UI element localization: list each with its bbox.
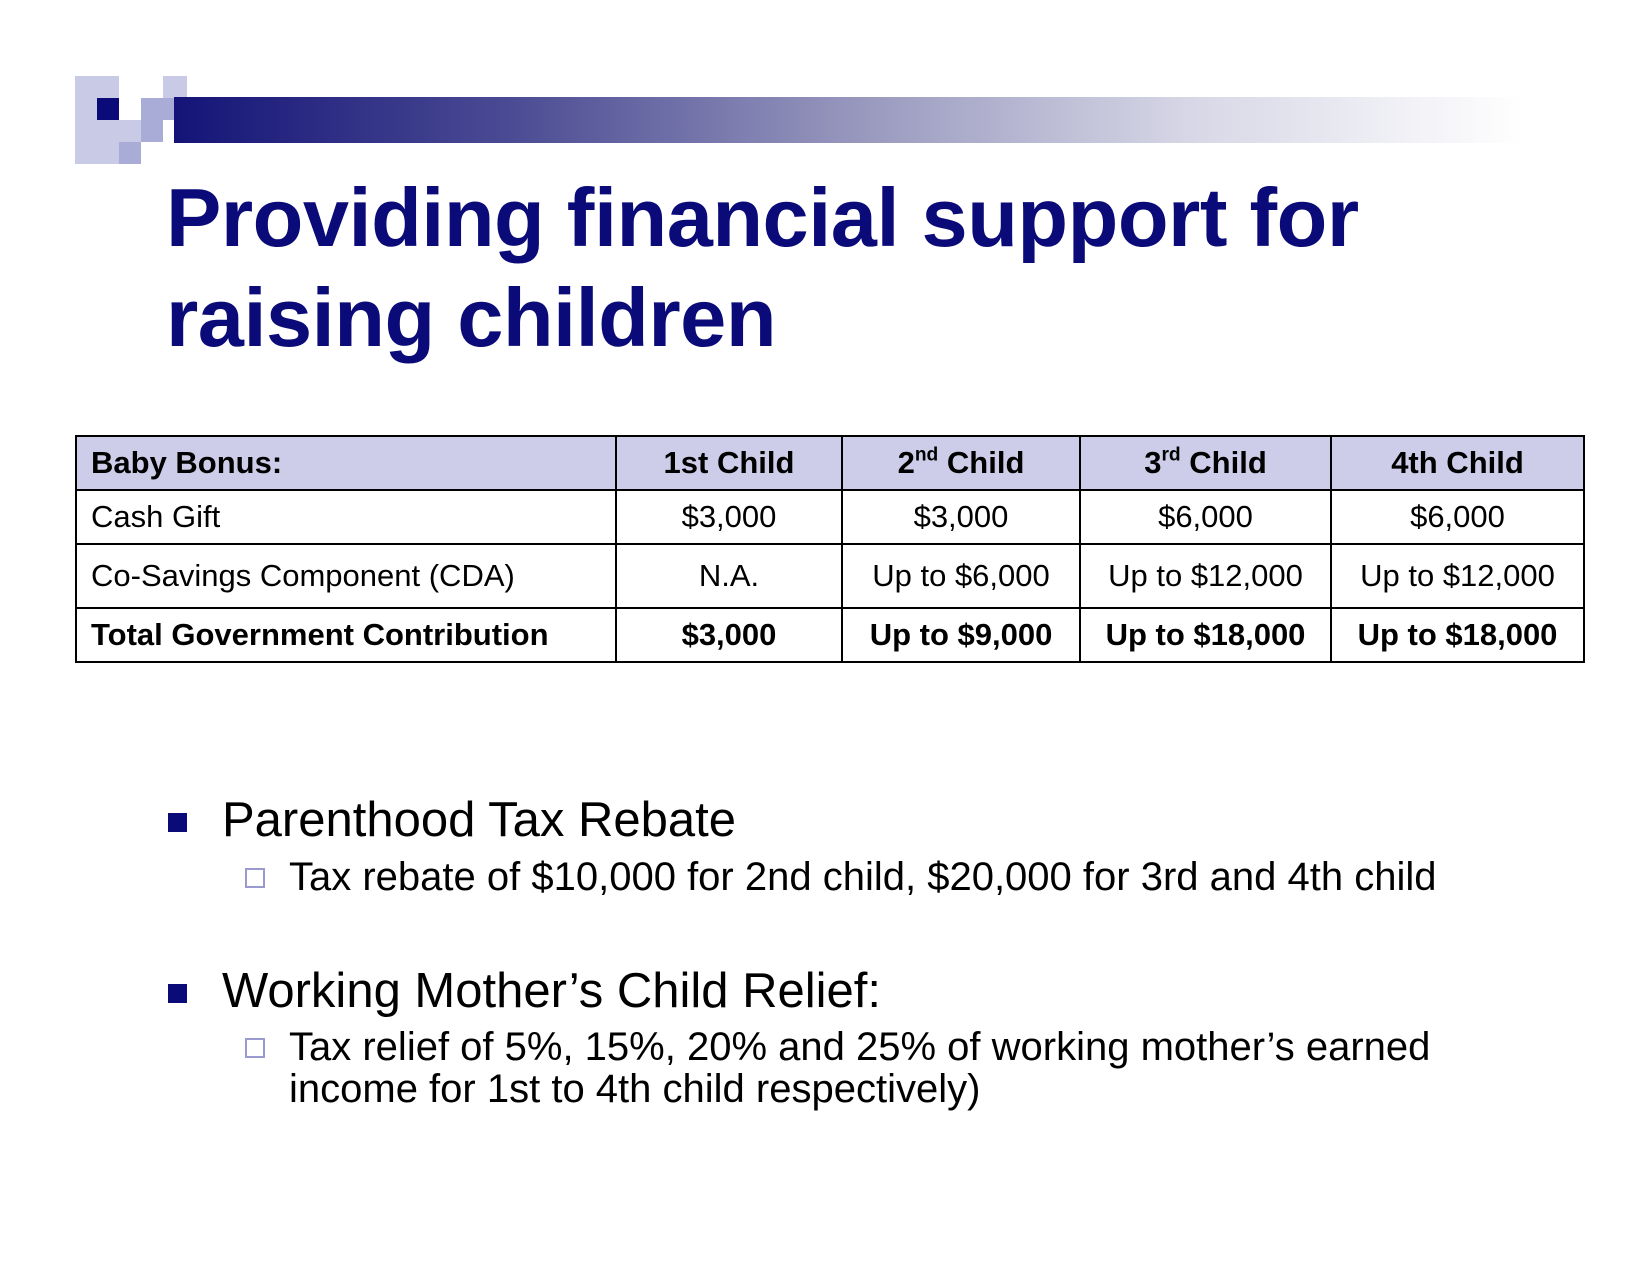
bullet-square-icon [168,984,187,1003]
sub-bullet-tax-relief: Tax relief of 5%, 15%, 20% and 25% of working mother’s earned income for 1st to 4th child respectively) [289,1025,1431,1111]
sub-bullet-box-icon [245,868,265,888]
table-header-row [76,436,1584,490]
cell-cash-gift-1st: $3,000 [616,490,842,544]
header-baby-bonus: Baby Bonus: [76,436,616,490]
header-3rd-sup: rd [1161,444,1181,466]
cell-total-1st: $3,000 [616,608,842,662]
header-2nd-child [842,436,1080,490]
header-2nd-rest: Child [938,445,1025,480]
decorative-square-light-3 [163,76,187,98]
cell-co-savings-2nd: Up to $6,000 [842,544,1080,608]
cell-co-savings-4th: Up to $12,000 [1331,544,1584,608]
row-label-total: Total Government Contribution [76,608,616,662]
header-3rd-child [1080,436,1331,490]
header-2nd-num: 2 [897,445,915,480]
decorative-square-mid-3 [141,120,163,142]
header-4th-child: 4th Child [1331,436,1584,490]
header-3rd-rest: Child [1180,445,1267,480]
table-row-total [76,608,1584,662]
table-row-co-savings [76,544,1584,608]
row-label-cash-gift: Cash Gift [76,490,616,544]
slide-title: Providing financial support for raising children [166,171,1359,364]
cell-total-4th: Up to $18,000 [1331,608,1584,662]
sub-bullet-tax-rebate: Tax rebate of $10,000 for 2nd child, $20,000 for 3rd and 4th child [289,855,1437,899]
cell-co-savings-3rd: Up to $12,000 [1080,544,1331,608]
table-row-cash-gift [76,490,1584,544]
cell-cash-gift-3rd: $6,000 [1080,490,1331,544]
decorative-square-mid-1 [119,142,141,164]
header-3rd-num: 3 [1144,445,1162,480]
title-gradient-bar [174,97,1524,143]
decorative-square-light-1 [75,76,119,164]
bullet-parenthood-tax-rebate: Parenthood Tax Rebate [222,793,736,847]
header-2nd-sup: nd [914,444,939,466]
cell-total-3rd: Up to $18,000 [1080,608,1331,662]
header-1st-child: 1st Child [616,436,842,490]
cell-cash-gift-2nd: $3,000 [842,490,1080,544]
decorative-square-dark [97,98,119,120]
cell-total-2nd: Up to $9,000 [842,608,1080,662]
baby-bonus-table [75,435,1585,663]
bullet-square-icon [168,813,187,832]
row-label-co-savings: Co-Savings Component (CDA) [76,544,616,608]
bullet-working-mothers-relief: Working Mother’s Child Relief: [222,964,882,1018]
cell-co-savings-1st: N.A. [616,544,842,608]
cell-cash-gift-4th: $6,000 [1331,490,1584,544]
sub-bullet-box-icon [245,1038,265,1058]
